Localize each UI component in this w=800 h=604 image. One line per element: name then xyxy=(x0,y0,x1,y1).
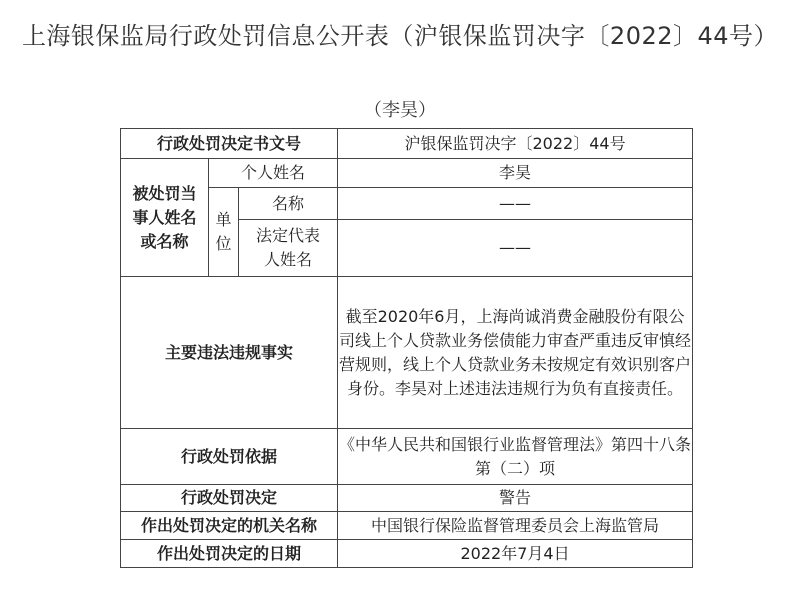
violation-label: 主要违法违规事实 xyxy=(121,277,338,429)
decision-no-label: 行政处罚决定书文号 xyxy=(121,129,338,159)
decision-value: 警告 xyxy=(338,485,693,512)
decision-no-value: 沪银保监罚决字〔2022〕44号 xyxy=(338,129,693,159)
page-subtitle: （李昊） xyxy=(364,100,436,121)
party-label-line: 事人姓名 xyxy=(132,207,197,227)
basis-value: 《中华人民共和国银行业监督管理法》第四十八条第（二）项 xyxy=(338,429,693,485)
individual-name-label: 个人姓名 xyxy=(209,159,338,188)
legal-rep-label-line: 人姓名 xyxy=(264,250,313,269)
authority-value: 中国银行保险监督管理委员会上海监管局 xyxy=(338,512,693,540)
unit-label-line: 单 xyxy=(215,210,232,229)
unit-label xyxy=(209,188,239,277)
decision-label: 行政处罚决定 xyxy=(121,485,338,512)
legal-rep-value: —— xyxy=(338,220,693,277)
table-row xyxy=(121,540,693,568)
legal-rep-label-line: 法定代表 xyxy=(256,226,321,245)
individual-name-value: 李昊 xyxy=(338,159,693,188)
authority-label: 作出处罚决定的机关名称 xyxy=(121,512,338,540)
table-row xyxy=(121,129,693,159)
date-label: 作出处罚决定的日期 xyxy=(121,540,338,568)
legal-rep-label xyxy=(239,220,338,277)
violation-value: 截至2020年6月，上海尚诚消费金融股份有限公司线上个人贷款业务偿债能力审查严重违反审慎经营规则，线上个人贷款业务未按规定有效识别客户身份。李昊对上述违法违规行为负有直接责任。 xyxy=(338,277,693,429)
table-row xyxy=(121,429,693,485)
page-title: 上海银保监局行政处罚信息公开表（沪银保监罚决字〔2022〕44号） xyxy=(21,22,779,50)
basis-label: 行政处罚依据 xyxy=(121,429,338,485)
date-value: 2022年7月4日 xyxy=(338,540,693,568)
unit-label-line: 位 xyxy=(215,234,232,253)
unit-name-value: —— xyxy=(338,188,693,220)
table-row xyxy=(121,159,693,188)
table-row xyxy=(121,277,693,429)
party-label-line: 或名称 xyxy=(140,231,189,251)
party-label-line: 被处罚当 xyxy=(132,183,197,203)
party-label xyxy=(121,159,209,277)
unit-name-label: 名称 xyxy=(239,188,338,220)
table-row xyxy=(121,485,693,512)
table-row xyxy=(121,512,693,540)
penalty-info-table xyxy=(120,128,693,568)
